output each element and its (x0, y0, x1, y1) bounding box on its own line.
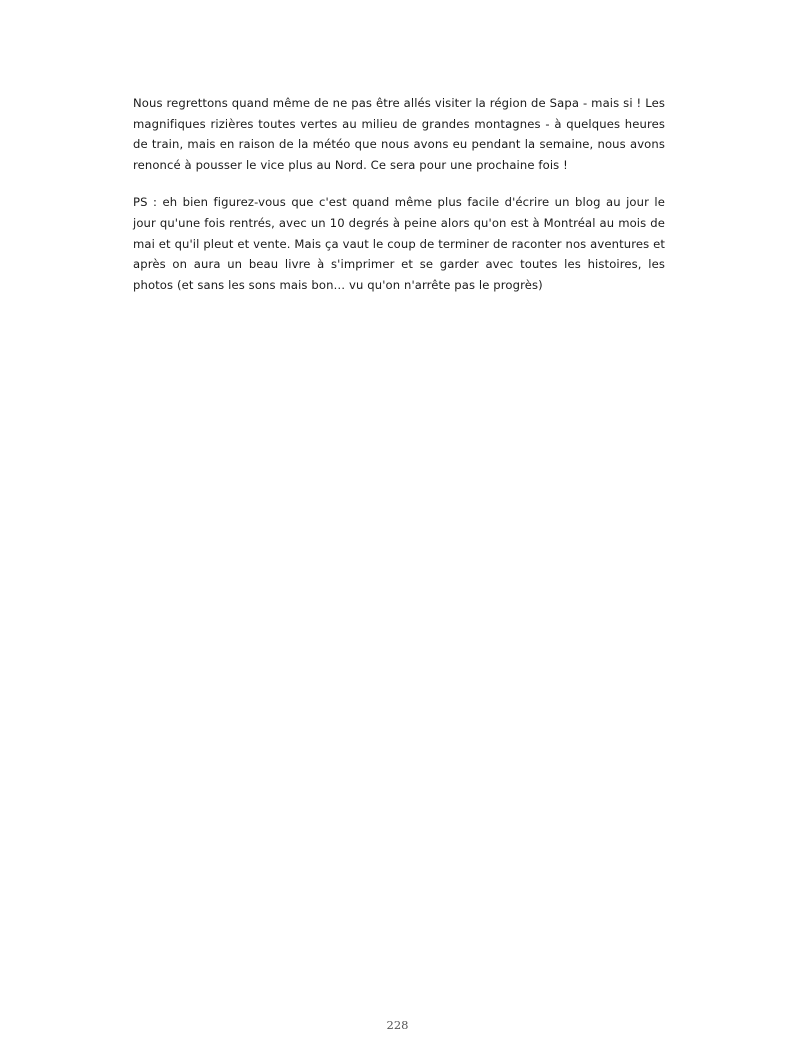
paragraph: PS : eh bien figurez-vous que c'est quand même plus facile d'écrire un blog au jour le jour qu'une fois rentrés, avec un 10 degrés à peine alors qu'on est à Montréal au mois de mai et qu'il pleut et vente. Mais ça vaut le coup de terminer de raconter nos aventures et après on aura un beau livre à s'imprimer et se garder avec toutes les histoires, les photos (et sans les sons mais bon… vu qu'on n'arrête pas le progrès) (133, 195, 665, 292)
paragraph: Nous regrettons quand même de ne pas être allés visiter la région de Sapa - mais si ! Les magnifiques rizières toutes vertes au milieu de grandes montagnes - à quelques heures de train, mais en raison de la météo que nous avons eu pendant la semaine, nous avons renoncé à pousser le vice plus au Nord. Ce sera pour une prochaine fois ! (133, 96, 665, 172)
page-body (133, 93, 665, 295)
page-number: 228 (386, 1018, 409, 1032)
